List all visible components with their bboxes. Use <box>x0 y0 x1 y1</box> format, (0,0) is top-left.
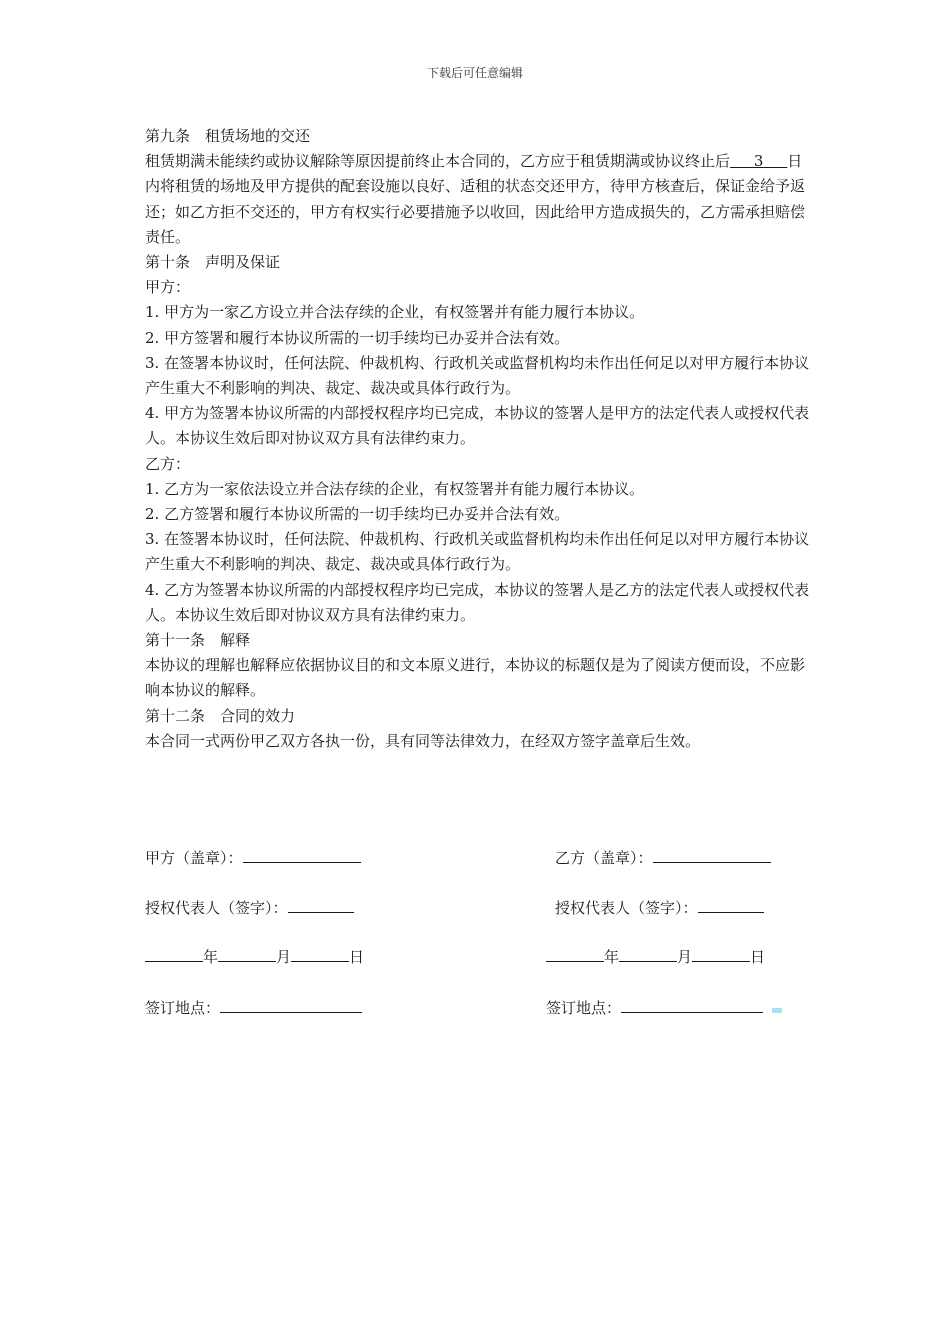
party-b-clause-2: 2. 乙方签署和履行本协议所需的一切手续均已办妥并合法有效。 <box>145 505 570 524</box>
party-b-rep-label: 授权代表人（签字）： <box>555 899 698 917</box>
year-label: 年 <box>203 948 219 966</box>
party-b-clause-4: 4. 乙方为签署本协议所需的内部授权程序均已完成，本协议的签署人是乙方的法定代表人或授权代表人。本协议生效后即对协议双方具有法律约束力。 <box>145 580 810 624</box>
party-a-seal-line <box>243 848 361 863</box>
party-a-place-line <box>220 998 362 1013</box>
party-a-clause-4: 4. 甲方为签署本协议所需的内部授权程序均已完成，本协议的签署人是甲方的法定代表人或授权代表人。本协议生效后即对协议双方具有法律约束力。 <box>145 404 810 448</box>
month-label: 月 <box>276 948 292 966</box>
party-a-rep-line <box>288 898 354 913</box>
month-line <box>218 947 276 962</box>
party-a-place-field <box>145 998 362 1018</box>
party-b-place-field <box>546 998 763 1018</box>
year-line <box>546 947 604 962</box>
party-b-rep-field <box>555 898 764 918</box>
article-9-line1: 租赁期满未能续约或协议解除等原因提前终止本合同的，乙方应于租赁期满或协议终止后 <box>145 152 731 171</box>
party-a-clause-2: 2. 甲方签署和履行本协议所需的一切手续均已办妥并合法有效。 <box>145 328 570 347</box>
party-a-rep-label: 授权代表人（签字）： <box>145 899 288 917</box>
article-12-title: 第十二条 合同的效力 <box>145 706 296 725</box>
party-a-rep-field <box>145 898 354 918</box>
article-11-text: 本协议的理解也解释应依据协议目的和文本原义进行，本协议的标题仅是为了阅读方便而设，不应影响本协议的解释。 <box>145 656 806 700</box>
year-label: 年 <box>604 948 620 966</box>
party-b-seal-line <box>653 848 771 863</box>
day-line <box>291 947 349 962</box>
party-a-place-label: 签订地点： <box>145 999 221 1017</box>
party-b-place-label: 签订地点： <box>546 999 622 1017</box>
article-9-text <box>145 149 810 250</box>
days-value: 3 <box>753 152 764 171</box>
article-9-rest: 日内将租赁的场地及甲方提供的配套设施以良好、适租的状态交还甲方，待甲方核查后，保证金给予返还；如乙方拒不交还的，甲方有权实行必要措施予以收回，因此给甲方造成损失的，乙方需承担赔偿责任。 <box>145 152 806 246</box>
day-label: 日 <box>750 948 766 966</box>
party-a-clause-1: 1. 甲方为一家乙方设立并合法存续的企业，有权签署并有能力履行本协议。 <box>145 303 645 322</box>
month-line <box>619 947 677 962</box>
article-9-title: 第九条 租赁场地的交还 <box>145 127 311 145</box>
party-b-rep-line <box>698 898 764 913</box>
article-11-title: 第十一条 解释 <box>145 631 251 650</box>
page-header: 下载后可任意编辑 <box>426 66 523 80</box>
selection-marker <box>772 1008 782 1013</box>
day-label: 日 <box>349 948 365 966</box>
party-b-place-line <box>621 998 763 1013</box>
party-a-clause-3: 3. 在签署本协议时，任何法院、仲裁机构、行政机关或监督机构均未作出任何足以对甲方履行本协议产生重大不利影响的判决、裁定、裁决或具体行政行为。 <box>145 353 810 398</box>
party-a-heading: 甲方： <box>145 278 191 297</box>
contract-body <box>145 124 810 754</box>
year-line <box>145 947 203 962</box>
party-b-clause-1: 1. 乙方为一家依法设立并合法存续的企业，有权签署并有能力履行本协议。 <box>145 479 645 498</box>
day-line <box>692 947 750 962</box>
party-a-seal-label: 甲方（盖章）： <box>145 849 243 867</box>
days-blank <box>730 152 787 170</box>
party-b-seal-label: 乙方（盖章）： <box>555 849 653 867</box>
article-10-title: 第十条 声明及保证 <box>145 253 281 272</box>
party-a-date-field <box>145 947 364 967</box>
article-12-text: 本合同一式两份甲乙双方各执一份，具有同等法律效力，在经双方签字盖章后生效。 <box>145 731 701 750</box>
party-b-clause-3: 3. 在签署本协议时，任何法院、仲裁机构、行政机关或监督机构均未作出任何足以对甲方履行本协议产生重大不利影响的判决、裁定、裁决或具体行政行为。 <box>145 530 810 574</box>
party-b-date-field <box>546 947 765 967</box>
party-a-seal-field <box>145 848 361 868</box>
month-label: 月 <box>677 948 693 966</box>
party-b-seal-field <box>555 848 771 868</box>
party-b-heading: 乙方： <box>145 454 191 473</box>
